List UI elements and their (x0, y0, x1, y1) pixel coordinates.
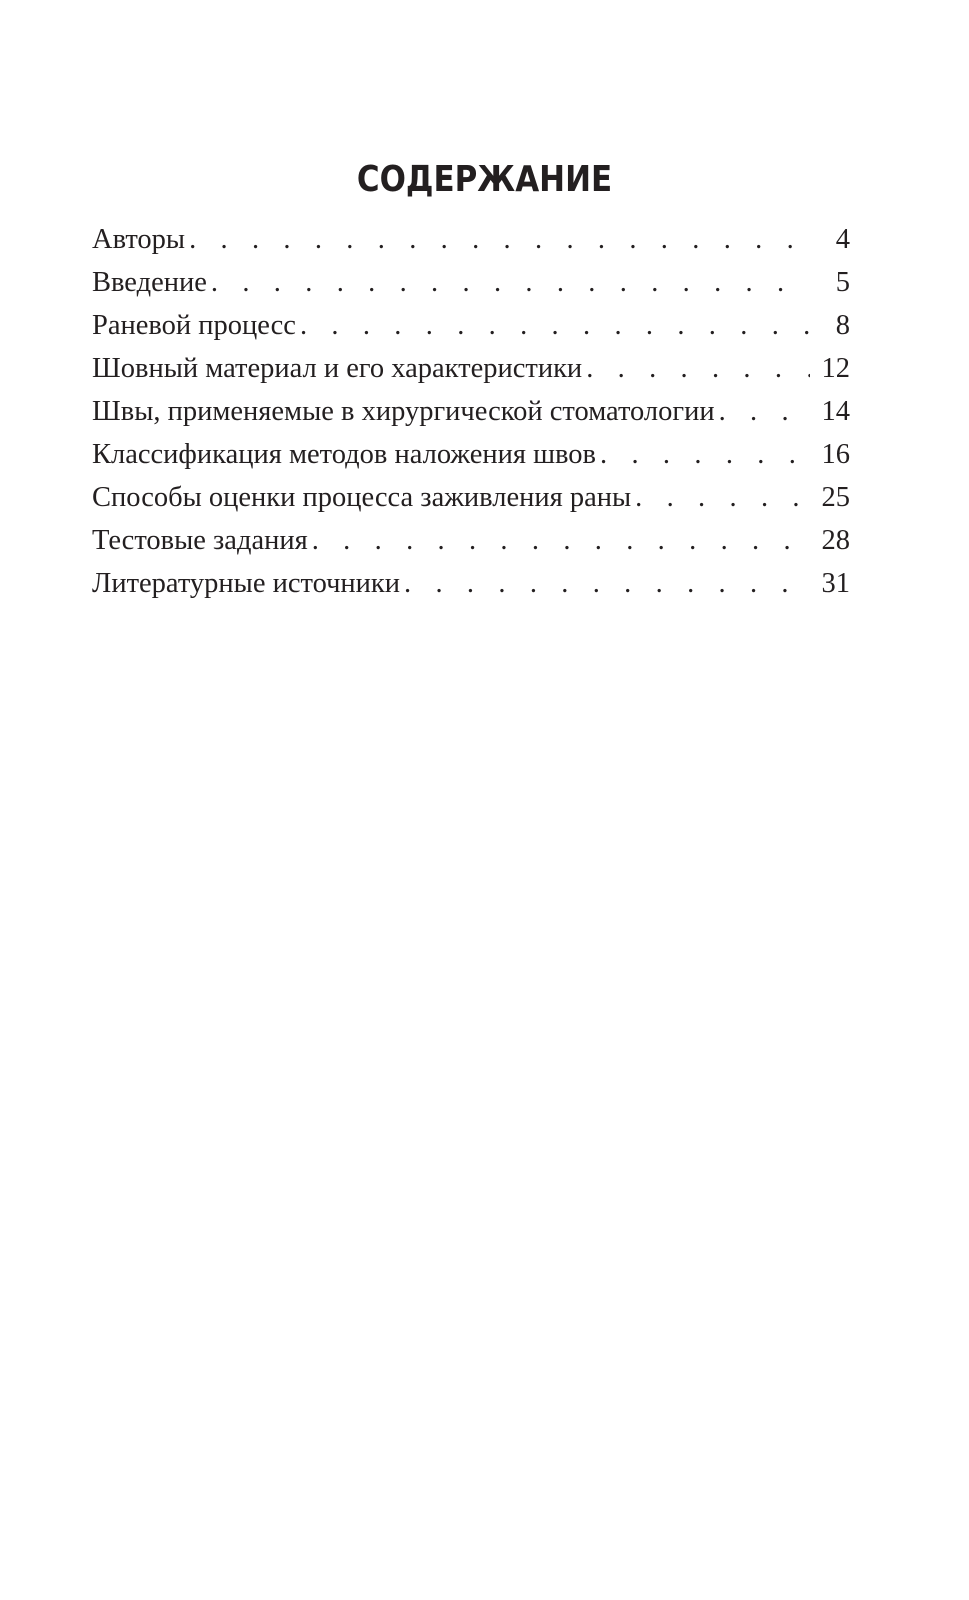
toc-dot-leader (586, 347, 810, 390)
toc-entry-title: Шовный материал и его характеристики (92, 353, 583, 384)
toc-page-number: 28 (821, 525, 850, 556)
toc-dot-leader (189, 218, 810, 261)
toc-entry-title: Швы, применяемые в хирургической стоматологии (92, 396, 715, 427)
table-of-contents (92, 218, 850, 605)
toc-heading: СОДЕРЖАНИЕ (356, 159, 613, 200)
toc-entry-references (92, 562, 850, 605)
toc-entry-title: Способы оценки процесса заживления раны (92, 482, 632, 513)
toc-page-number: 12 (821, 353, 850, 384)
toc-entry-title: Авторы (92, 224, 186, 255)
toc-dot-leader (719, 390, 810, 433)
toc-dot-leader (404, 562, 810, 605)
toc-entry-title: Раневой процесс (92, 310, 296, 341)
toc-dot-leader (635, 476, 810, 519)
toc-page-number: 25 (821, 482, 850, 513)
toc-entry-classification (92, 433, 850, 476)
toc-page-number: 8 (835, 310, 850, 341)
toc-entry-tests (92, 519, 850, 562)
toc-entry-title: Классификация методов наложения швов (92, 439, 597, 470)
toc-dot-leader (300, 304, 810, 347)
toc-entry-suture-material (92, 347, 850, 390)
toc-page-number: 5 (835, 267, 850, 298)
toc-entry-authors (92, 218, 850, 261)
toc-dot-leader (600, 433, 810, 476)
toc-dot-leader (312, 519, 810, 562)
toc-entry-introduction (92, 261, 850, 304)
toc-page-number: 14 (821, 396, 850, 427)
toc-entry-healing-assessment (92, 476, 850, 519)
toc-entry-wound-process (92, 304, 850, 347)
toc-page-number: 16 (821, 439, 850, 470)
toc-page-number: 4 (835, 224, 850, 255)
toc-entry-sutures-in-surgery (92, 390, 850, 433)
toc-entry-title: Тестовые задания (92, 525, 308, 556)
toc-entry-title: Литературные источники (92, 568, 401, 599)
toc-entry-title: Введение (92, 267, 207, 298)
toc-dot-leader (211, 261, 810, 304)
toc-page-number: 31 (821, 568, 850, 599)
